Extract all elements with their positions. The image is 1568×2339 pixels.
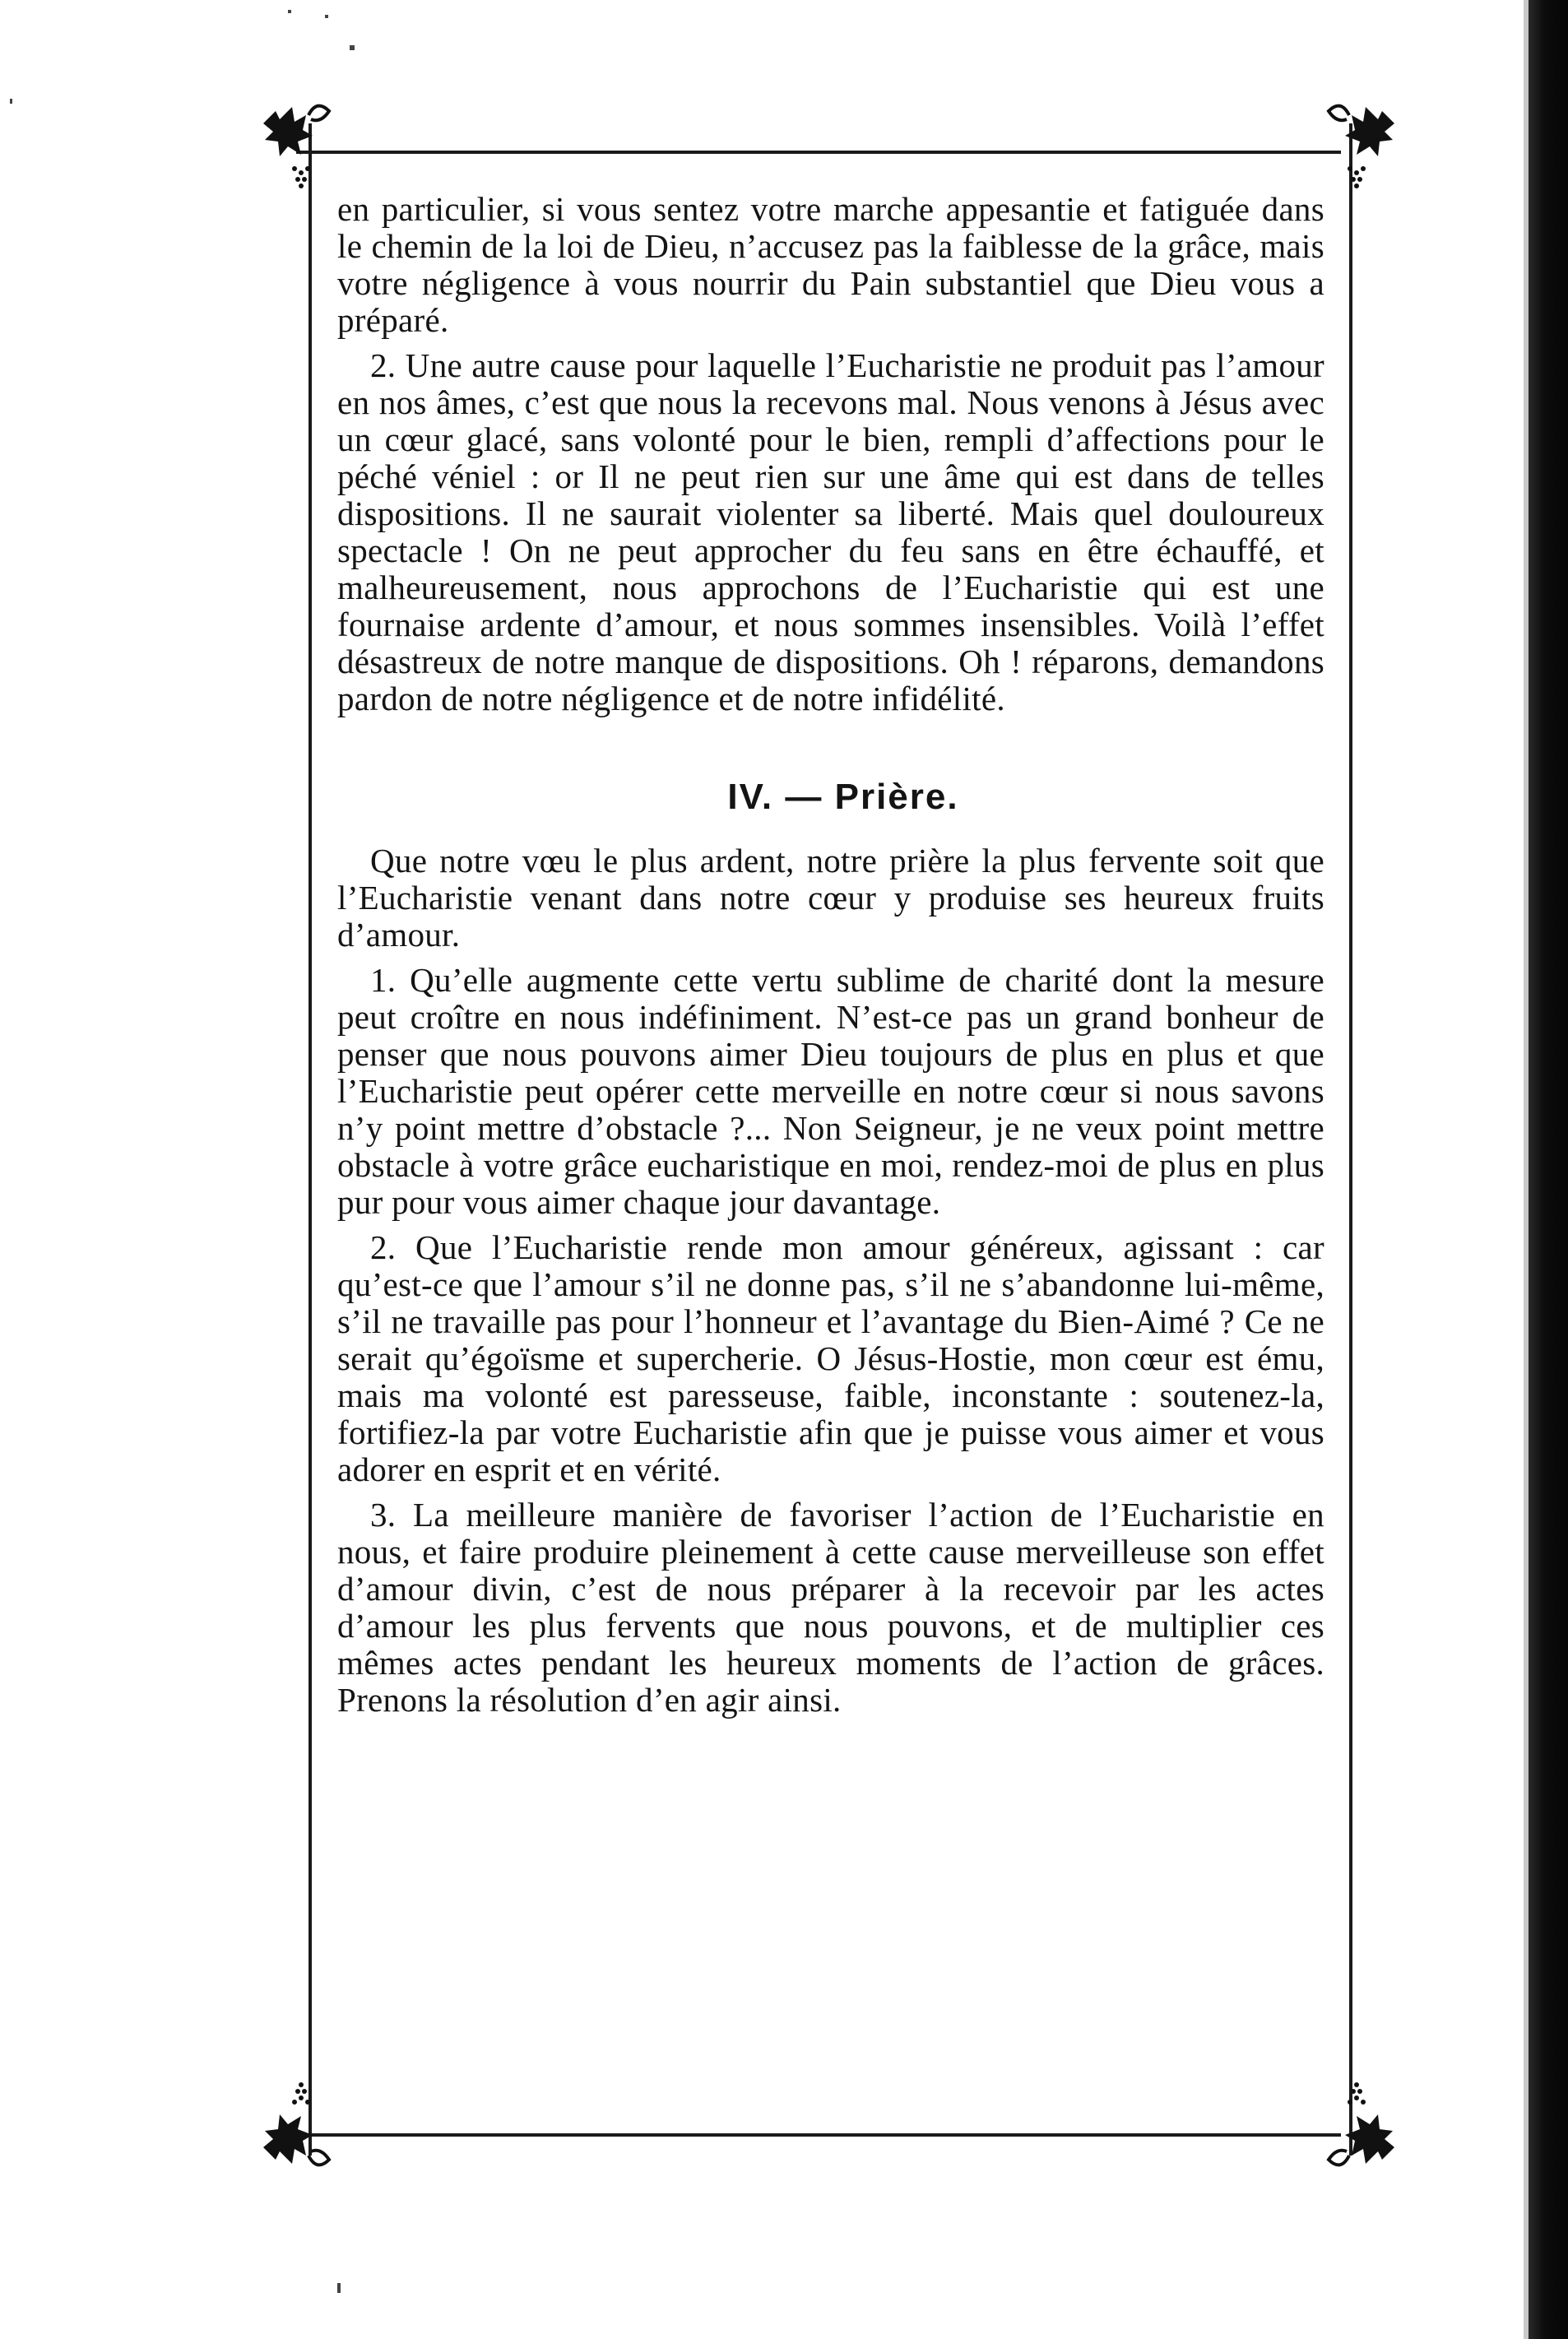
speck: [10, 99, 12, 104]
frame-right-rule: [1349, 123, 1352, 2156]
speck: [288, 10, 291, 13]
frame-left-rule: [308, 123, 312, 2156]
paragraph-priere-1: 1. Qu’elle augmente cette vertu sublime de charité dont la mesure peut croître en nous indéfiniment. N’est-ce pas un grand bonheur de penser que nous pouvons aimer Dieu toujours de plus en plus et que l’Eucharistie peut opérer cette merveille en notre cœur si nous savons n’y point mettre d’obstacle ?... Non Seigneur, je ne veux point mettre obstacle à votre grâce eucharistique en moi, rendez-moi de plus en plus pur pour vous aimer chaque jour davantage.: [337, 961, 1324, 1221]
paragraph-cause-2: 2. Une autre cause pour laquelle l’Eucharistie ne produit pas l’amour en nos âmes, c’est que nous la recevons mal. Nous venons à Jésus avec un cœur glacé, sans volonté pour le bien, rempli d’affections pour le péché véniel : or Il ne peut rien sur une âme qui est dans de telles dispositions. Il ne saurait violenter sa liberté. Mais quel douloureux spectacle ! On ne peut approcher du feu sans en être échauffé, et malheureusement, nous approchons de l’Eucharistie qui est une fournaise ardente d’amour, et nous sommes insensibles. Voilà l’effet désastreux de notre manque de dispositions. Oh ! réparons, demandons pardon de notre négligence et de notre infidélité.: [337, 346, 1324, 717]
paragraph-intro: en particulier, si vous sentez votre marche appesantie et fatiguée dans le chemin de la loi de Dieu, n’accusez pas la faiblesse de la grâce, mais votre négligence à vous nourrir du Pain substantiel que Dieu vous a préparé.: [337, 190, 1324, 339]
frame-bottom-rule: [296, 2133, 1341, 2137]
paragraph-priere-3: 3. La meilleure manière de favoriser l’action de l’Eucharistie en nous, et faire produire pleinement à cette cause merveilleuse son effet d’amour divin, c’est de nous préparer à la recevoir par les actes d’amour les plus fervents que nous pouvons, et de multiplier ces mêmes actes pendant les heureux moments de l’action de grâces. Prenons la résolution d’en agir ainsi.: [337, 1496, 1324, 1719]
scan-edge: [1529, 0, 1568, 2339]
vine-leaf-corner-icon: [1296, 2073, 1411, 2180]
page-body: [337, 191, 1324, 1719]
speck: [325, 15, 328, 18]
paragraph-priere-2: 2. Que l’Eucharistie rende mon amour généreux, agissant : car qu’est-ce que l’amour s’il ne donne pas, s’il ne s’abandonne lui-même, s’il ne travaille pas pour l’honneur et l’avantage du Bien-Aimé ? Ce ne serait qu’égoïsme et supercherie. O Jésus-Hostie, mon cœur est ému, mais ma volonté est paresseuse, faible, inconstante : soutenez-la, fortifiez-la par votre Eucharistie afin que je puisse vous aimer et vous adorer en esprit et en vérité.: [337, 1228, 1324, 1488]
paragraph-priere-intro: Que notre vœu le plus ardent, notre prière la plus fervente soit que l’Eucharistie venant dans notre cœur y produise ses heureux fruits d’amour.: [337, 842, 1324, 954]
vine-leaf-corner-icon: [247, 90, 362, 197]
vine-leaf-corner-icon: [1296, 90, 1411, 197]
frame-top-rule: [296, 151, 1341, 154]
speck: [337, 2283, 341, 2293]
speck: [350, 45, 355, 50]
vine-leaf-corner-icon: [247, 2073, 362, 2180]
section-heading-priere: IV. — Prière.: [727, 777, 959, 817]
